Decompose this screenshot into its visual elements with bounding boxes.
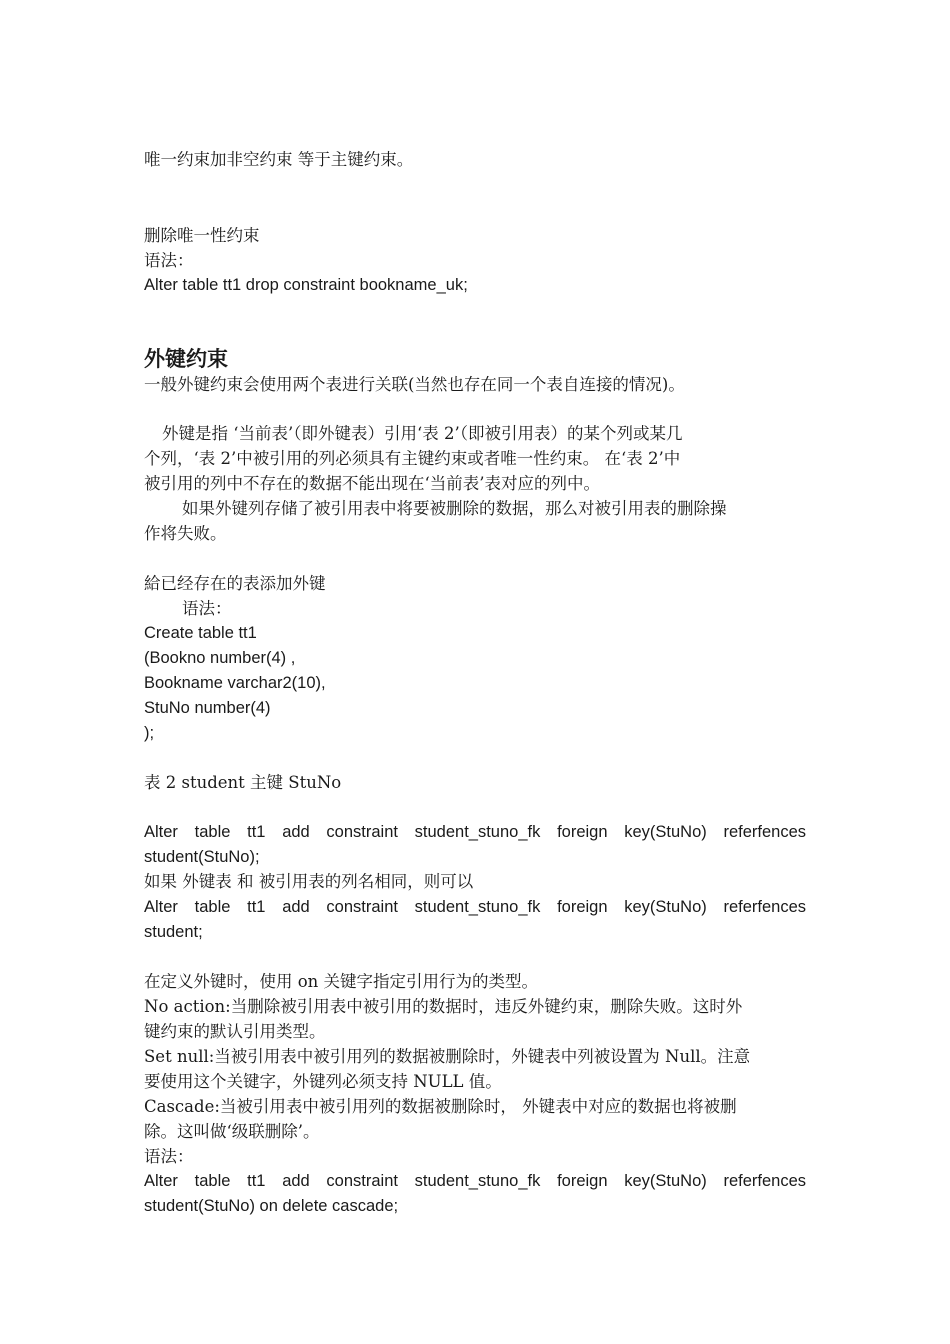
code-token: student_stuno_fk: [414, 1172, 541, 1190]
code-line-references-student-stuno: student(StuNo);: [144, 848, 260, 866]
code-token: table: [194, 898, 231, 916]
paragraph-cascade-line2: 除。这叫做‘级联删除’。: [144, 1122, 320, 1141]
code-token: key(StuNo): [624, 898, 707, 916]
code-token: student_stuno_fk: [414, 898, 541, 916]
code-line-references-student: student;: [144, 923, 203, 941]
code-token: add: [282, 823, 310, 841]
code-token: tt1: [247, 823, 266, 841]
code-token: constraint: [326, 823, 398, 841]
paragraph-on-keyword: 在定义外键时，使用 on 关键字指定引用行为的类型。: [144, 972, 539, 991]
code-line-drop-constraint: Alter table tt1 drop constraint bookname_uk;: [144, 276, 468, 294]
code-token: table: [194, 823, 231, 841]
code-line-alter-add-fk-1: [144, 820, 806, 844]
code-token: Alter: [144, 823, 178, 841]
paragraph-no-action-line1: No action:当删除被引用表中被引用的数据时，违反外键约束，删除失败。这时外: [144, 997, 743, 1016]
code-token: foreign: [557, 898, 608, 916]
paragraph-fk-definition-line1: 外键是指 ‘当前表’（即外键表）引用‘表 2’（即被引用表）的某个列或某几: [162, 424, 683, 443]
code-token: tt1: [247, 898, 266, 916]
code-token: add: [282, 898, 310, 916]
code-token: add: [282, 1172, 310, 1190]
code-line-stuno: StuNo number(4): [144, 699, 271, 717]
code-token: student_stuno_fk: [414, 823, 541, 841]
paragraph-cascade-line1: Cascade:当被引用表中被引用列的数据被删除时， 外键表中对应的数据也将被删: [144, 1097, 737, 1116]
code-token: key(StuNo): [624, 823, 707, 841]
paragraph-no-action-line2: 键约束的默认引用类型。: [144, 1022, 326, 1041]
code-line-bookno: (Bookno number(4) ,: [144, 649, 296, 667]
code-token: constraint: [326, 898, 398, 916]
code-token: key(StuNo): [624, 1172, 707, 1190]
code-line-alter-add-fk-2: [144, 895, 806, 919]
syntax-label: 语法：: [144, 1147, 194, 1166]
paragraph-set-null-line1: Set null:当被引用表中被引用列的数据被删除时，外键表中列被设置为 Null。注意: [144, 1047, 751, 1066]
syntax-label: 语法：: [144, 251, 194, 270]
code-token: constraint: [326, 1172, 398, 1190]
code-line-create-table: Create table tt1: [144, 624, 257, 642]
section-label-add-fk: 給已经存在的表添加外键: [144, 574, 326, 593]
code-token: foreign: [557, 1172, 608, 1190]
code-token: tt1: [247, 1172, 266, 1190]
paragraph-fk-definition-line2: 个列，‘表 2’中被引用的列必须具有主键约束或者唯一性约束。 在‘表 2’中: [144, 449, 681, 468]
code-line-alter-add-fk-3: [144, 1169, 806, 1193]
paragraph-fk-intro: 一般外键约束会使用两个表进行关联(当然也存在同一个表自连接的情况)。: [144, 375, 685, 394]
code-token: referfences: [723, 823, 806, 841]
code-token: Alter: [144, 1172, 178, 1190]
syntax-label: 语法：: [182, 599, 232, 618]
paragraph-table2-pk: 表 2 student 主键 StuNo: [144, 773, 342, 792]
paragraph-unique-not-null: 唯一约束加非空约束 等于主键约束。: [144, 150, 414, 169]
code-line-on-delete-cascade: student(StuNo) on delete cascade;: [144, 1197, 399, 1215]
code-token: referfences: [723, 1172, 806, 1190]
paragraph-fk-definition-line3: 被引用的列中不存在的数据不能出现在‘当前表’表对应的列中。: [144, 474, 600, 493]
code-token: foreign: [557, 823, 608, 841]
code-token: table: [194, 1172, 231, 1190]
paragraph-fk-delete-line2: 作将失败。: [144, 524, 227, 543]
code-token: referfences: [723, 898, 806, 916]
code-line-bookname: Bookname varchar2(10),: [144, 674, 326, 692]
paragraph-same-column-name: 如果 外键表 和 被引用表的列名相同，则可以: [144, 872, 474, 891]
section-label-drop-unique: 删除唯一性约束: [144, 226, 260, 245]
heading-foreign-key: 外键约束: [144, 346, 228, 371]
code-token: Alter: [144, 898, 178, 916]
code-line-close-paren: );: [144, 724, 155, 742]
paragraph-fk-delete-line1: 如果外键列存储了被引用表中将要被删除的数据，那么对被引用表的删除操: [182, 499, 727, 518]
paragraph-set-null-line2: 要使用这个关键字，外键列必须支持 NULL 值。: [144, 1072, 502, 1091]
